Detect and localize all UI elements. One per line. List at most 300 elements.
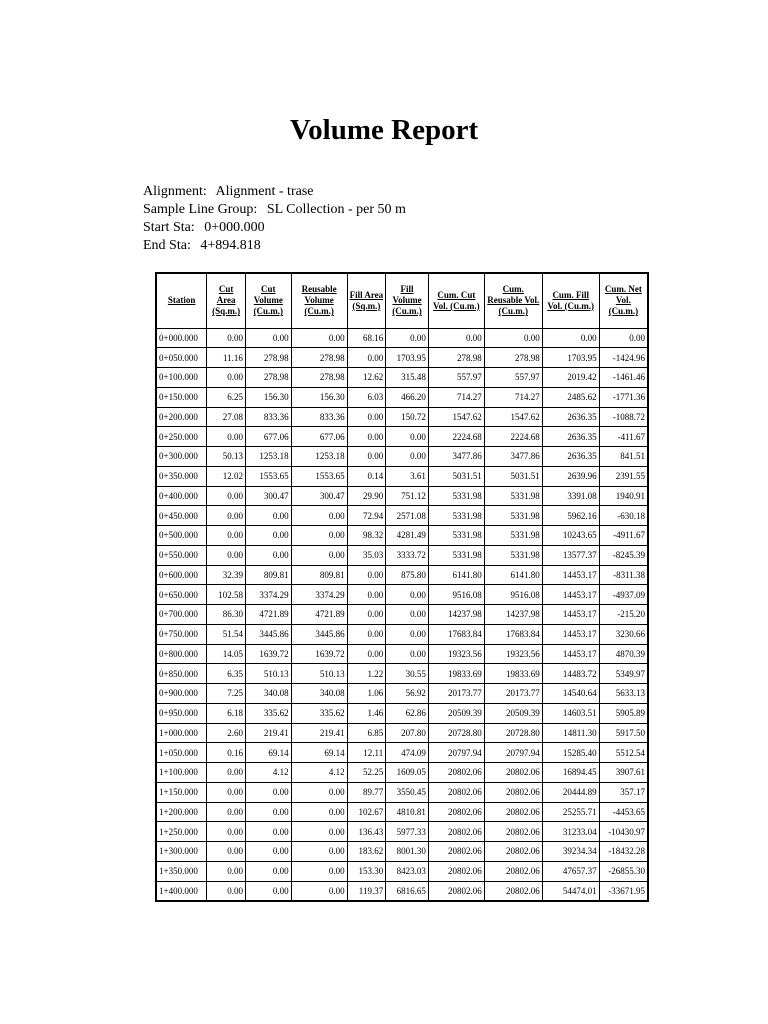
table-row <box>156 763 648 783</box>
table-cell: 156.30 <box>291 387 347 407</box>
table-cell: 0.00 <box>207 782 246 802</box>
table-cell: 15285.40 <box>542 743 599 763</box>
table-cell: 12.02 <box>207 466 246 486</box>
column-header: Reusable Volume (Cu.m.) <box>291 273 347 328</box>
table-cell: 6141.80 <box>484 565 542 585</box>
table-cell: 0.00 <box>291 328 347 348</box>
table-cell: 0.00 <box>291 842 347 862</box>
table-cell: 0.00 <box>245 842 291 862</box>
table-cell: 1703.95 <box>386 348 429 368</box>
table-row <box>156 842 648 862</box>
table-cell: -411.67 <box>599 427 648 447</box>
table-cell: 466.20 <box>386 387 429 407</box>
table-cell: 19833.69 <box>484 664 542 684</box>
alignment-label: Alignment: <box>143 184 207 199</box>
table-cell: 7.25 <box>207 684 246 704</box>
table-row <box>156 328 648 348</box>
table-cell: 14.05 <box>207 644 246 664</box>
table-cell: 340.08 <box>245 684 291 704</box>
table-cell: 0.00 <box>347 407 386 427</box>
column-header: Cut Area (Sq.m.) <box>207 273 246 328</box>
table-cell: 156.30 <box>245 387 291 407</box>
table-cell: 2019.42 <box>542 368 599 388</box>
table-cell: 5512.54 <box>599 743 648 763</box>
station-cell: 0+000.000 <box>156 328 207 348</box>
table-cell: -8311.38 <box>599 565 648 585</box>
sample-line-group-label: Sample Line Group: <box>143 202 258 217</box>
table-cell: -8245.39 <box>599 545 648 565</box>
table-cell: 0.00 <box>291 881 347 901</box>
end-sta-line <box>143 237 406 255</box>
table-cell: 207.80 <box>386 723 429 743</box>
station-cell: 1+400.000 <box>156 881 207 901</box>
station-cell: 0+500.000 <box>156 526 207 546</box>
station-cell: 0+100.000 <box>156 368 207 388</box>
station-cell: 0+150.000 <box>156 387 207 407</box>
table-cell: 335.62 <box>245 703 291 723</box>
table-cell: 17683.84 <box>428 624 484 644</box>
station-cell: 0+450.000 <box>156 506 207 526</box>
table-cell: 69.14 <box>291 743 347 763</box>
table-cell: 5331.98 <box>428 545 484 565</box>
table-cell: 62.86 <box>386 703 429 723</box>
station-cell: 0+050.000 <box>156 348 207 368</box>
table-cell: 340.08 <box>291 684 347 704</box>
table-cell: 0.00 <box>484 328 542 348</box>
table-cell: 20509.39 <box>484 703 542 723</box>
table-cell: 183.62 <box>347 842 386 862</box>
table-cell: 0.00 <box>542 328 599 348</box>
table-cell: 2224.68 <box>484 427 542 447</box>
table-cell: 0.00 <box>347 427 386 447</box>
table-cell: -1771.36 <box>599 387 648 407</box>
table-cell: 52.25 <box>347 763 386 783</box>
table-cell: -215.20 <box>599 605 648 625</box>
end-sta-value: 4+894.818 <box>200 238 261 253</box>
report-title: Volume Report <box>289 114 479 146</box>
end-sta-label: End Sta: <box>143 238 191 253</box>
table-cell: 1547.62 <box>428 407 484 427</box>
station-cell: 0+700.000 <box>156 605 207 625</box>
table-cell: 14237.98 <box>484 605 542 625</box>
table-cell: 557.97 <box>484 368 542 388</box>
column-header: Station <box>156 273 207 328</box>
table-cell: 4.12 <box>291 763 347 783</box>
table-cell: 335.62 <box>291 703 347 723</box>
table-cell: 809.81 <box>291 565 347 585</box>
table-cell: 20802.06 <box>484 861 542 881</box>
table-cell: 20802.06 <box>484 822 542 842</box>
table-cell: 20802.06 <box>484 842 542 862</box>
table-cell: 0.16 <box>207 743 246 763</box>
table-cell: 0.00 <box>207 842 246 862</box>
station-cell: 0+200.000 <box>156 407 207 427</box>
table-cell: 1639.72 <box>245 644 291 664</box>
table-cell: 1.06 <box>347 684 386 704</box>
column-header: Cum. Fill Vol. (Cu.m.) <box>542 273 599 328</box>
table-row <box>156 881 648 901</box>
table-cell: 0.00 <box>347 605 386 625</box>
table-cell: 20802.06 <box>428 861 484 881</box>
table-cell: 14453.17 <box>542 644 599 664</box>
table-cell: 1253.18 <box>291 447 347 467</box>
table-row <box>156 822 648 842</box>
table-cell: 5331.98 <box>484 545 542 565</box>
table-cell: 219.41 <box>291 723 347 743</box>
table-cell: 20802.06 <box>428 763 484 783</box>
table-cell: 0.00 <box>347 447 386 467</box>
table-cell: 19833.69 <box>428 664 484 684</box>
table-cell: 4281.49 <box>386 526 429 546</box>
table-row <box>156 664 648 684</box>
table-cell: 0.00 <box>386 585 429 605</box>
table-cell: 31233.04 <box>542 822 599 842</box>
table-row <box>156 585 648 605</box>
table-cell: 6.18 <box>207 703 246 723</box>
table-cell: 300.47 <box>245 486 291 506</box>
table-cell: 0.00 <box>386 328 429 348</box>
table-cell: 278.98 <box>245 348 291 368</box>
table-body <box>156 328 648 901</box>
table-cell: 14237.98 <box>428 605 484 625</box>
table-cell: 25255.71 <box>542 802 599 822</box>
station-cell: 1+000.000 <box>156 723 207 743</box>
table-cell: 5905.89 <box>599 703 648 723</box>
table-cell: 14453.17 <box>542 565 599 585</box>
table-cell: 2571.08 <box>386 506 429 526</box>
table-cell: 1703.95 <box>542 348 599 368</box>
column-header: Cum. Net Vol. (Cu.m.) <box>599 273 648 328</box>
table-cell: 20797.94 <box>428 743 484 763</box>
table-cell: 833.36 <box>291 407 347 427</box>
table-cell: 150.72 <box>386 407 429 427</box>
table-row <box>156 526 648 546</box>
station-cell: 1+250.000 <box>156 822 207 842</box>
station-cell: 0+850.000 <box>156 664 207 684</box>
station-cell: 0+550.000 <box>156 545 207 565</box>
table-cell: 278.98 <box>291 368 347 388</box>
table-cell: 5031.51 <box>484 466 542 486</box>
table-cell: 510.13 <box>291 664 347 684</box>
table-cell: 69.14 <box>245 743 291 763</box>
table-cell: 0.00 <box>207 802 246 822</box>
table-cell: -1424.96 <box>599 348 648 368</box>
table-cell: 35.03 <box>347 545 386 565</box>
table-cell: 16894.45 <box>542 763 599 783</box>
table-cell: 2224.68 <box>428 427 484 447</box>
table-cell: 4721.89 <box>291 605 347 625</box>
table-row <box>156 802 648 822</box>
table-cell: 1609.05 <box>386 763 429 783</box>
table-cell: 20173.77 <box>484 684 542 704</box>
table-cell: -4453.65 <box>599 802 648 822</box>
table-cell: 2636.35 <box>542 447 599 467</box>
table-cell: 5977.33 <box>386 822 429 842</box>
table-cell: 0.00 <box>207 506 246 526</box>
table-cell: 20802.06 <box>428 782 484 802</box>
table-cell: 0.00 <box>386 605 429 625</box>
table-cell: 14453.17 <box>542 624 599 644</box>
table-cell: 3333.72 <box>386 545 429 565</box>
station-cell: 0+350.000 <box>156 466 207 486</box>
table-cell: 0.00 <box>245 545 291 565</box>
table-cell: 1639.72 <box>291 644 347 664</box>
table-cell: 13577.37 <box>542 545 599 565</box>
table-cell: 68.16 <box>347 328 386 348</box>
table-cell: 20728.80 <box>428 723 484 743</box>
column-header: Cum. Reusable Vol. (Cu.m.) <box>484 273 542 328</box>
alignment-value: Alignment - trase <box>215 184 314 199</box>
table-cell: 0.00 <box>291 861 347 881</box>
table-cell: 17683.84 <box>484 624 542 644</box>
table-cell: 0.00 <box>291 545 347 565</box>
table-cell: 20802.06 <box>428 822 484 842</box>
table-cell: 5031.51 <box>428 466 484 486</box>
table-cell: 0.00 <box>207 763 246 783</box>
table-cell: 2391.55 <box>599 466 648 486</box>
table-cell: 8001.30 <box>386 842 429 862</box>
station-cell: 0+750.000 <box>156 624 207 644</box>
station-cell: 1+050.000 <box>156 743 207 763</box>
table-cell: 11.16 <box>207 348 246 368</box>
table-cell: 20509.39 <box>428 703 484 723</box>
table-cell: 20802.06 <box>484 782 542 802</box>
table-cell: 3550.45 <box>386 782 429 802</box>
table-cell: 474.09 <box>386 743 429 763</box>
table-cell: 1553.65 <box>291 466 347 486</box>
table-cell: 14453.17 <box>542 585 599 605</box>
table-cell: 278.98 <box>245 368 291 388</box>
table-cell: -18432.28 <box>599 842 648 862</box>
table-cell: 357.17 <box>599 782 648 802</box>
table-cell: 9516.08 <box>484 585 542 605</box>
table-cell: 47657.37 <box>542 861 599 881</box>
table-row <box>156 486 648 506</box>
alignment-line <box>143 183 406 201</box>
table-cell: 86.30 <box>207 605 246 625</box>
table-cell: 0.00 <box>386 427 429 447</box>
table-cell: 1553.65 <box>245 466 291 486</box>
table-cell: 0.00 <box>245 782 291 802</box>
table-cell: 0.00 <box>386 447 429 467</box>
table-cell: 1940.91 <box>599 486 648 506</box>
table-cell: 9516.08 <box>428 585 484 605</box>
table-cell: 6.35 <box>207 664 246 684</box>
table-cell: 3374.29 <box>245 585 291 605</box>
table-row <box>156 723 648 743</box>
table-row <box>156 684 648 704</box>
table-cell: 5331.98 <box>428 486 484 506</box>
table-cell: 2636.35 <box>542 407 599 427</box>
table-cell: 0.00 <box>291 526 347 546</box>
table-cell: 54474.01 <box>542 881 599 901</box>
sample-line-group-value: SL Collection - per 50 m <box>266 202 406 217</box>
table-cell: 0.00 <box>386 624 429 644</box>
table-cell: 102.67 <box>347 802 386 822</box>
station-cell: 0+600.000 <box>156 565 207 585</box>
table-cell: 557.97 <box>428 368 484 388</box>
table-cell: -33671.95 <box>599 881 648 901</box>
table-cell: 0.00 <box>245 861 291 881</box>
table-row <box>156 506 648 526</box>
table-cell: -1461.46 <box>599 368 648 388</box>
table-cell: 510.13 <box>245 664 291 684</box>
report-metadata <box>143 183 406 255</box>
table-cell: 136.43 <box>347 822 386 842</box>
table-row <box>156 605 648 625</box>
table-cell: 3907.61 <box>599 763 648 783</box>
station-cell: 1+300.000 <box>156 842 207 862</box>
table-cell: 3477.86 <box>428 447 484 467</box>
table-cell: 8423.03 <box>386 861 429 881</box>
table-cell: 0.00 <box>291 782 347 802</box>
table-cell: 3230.66 <box>599 624 648 644</box>
table-cell: 0.00 <box>245 802 291 822</box>
table-cell: 153.30 <box>347 861 386 881</box>
table-cell: -4911.67 <box>599 526 648 546</box>
table-cell: 29.90 <box>347 486 386 506</box>
table-cell: 10243.65 <box>542 526 599 546</box>
table-row <box>156 703 648 723</box>
table-row <box>156 368 648 388</box>
table-cell: -26855.30 <box>599 861 648 881</box>
station-cell: 0+650.000 <box>156 585 207 605</box>
table-cell: 20173.77 <box>428 684 484 704</box>
table-cell: 5331.98 <box>428 506 484 526</box>
table-cell: 714.27 <box>428 387 484 407</box>
table-cell: 278.98 <box>291 348 347 368</box>
table-cell: 0.14 <box>347 466 386 486</box>
station-cell: 1+100.000 <box>156 763 207 783</box>
table-cell: 0.00 <box>245 328 291 348</box>
table-cell: 0.00 <box>207 545 246 565</box>
table-cell: 5962.16 <box>542 506 599 526</box>
table-cell: 72.94 <box>347 506 386 526</box>
volume-table <box>155 272 649 902</box>
table-row <box>156 782 648 802</box>
table-cell: 751.12 <box>386 486 429 506</box>
table-cell: 2485.62 <box>542 387 599 407</box>
table-cell: 0.00 <box>207 526 246 546</box>
table-cell: 2.60 <box>207 723 246 743</box>
table-cell: 3445.86 <box>245 624 291 644</box>
column-header: Fill Area (Sq.m.) <box>347 273 386 328</box>
table-row <box>156 861 648 881</box>
table-cell: 0.00 <box>347 585 386 605</box>
table-cell: 30.55 <box>386 664 429 684</box>
table-cell: 0.00 <box>207 861 246 881</box>
table-cell: 300.47 <box>291 486 347 506</box>
table-row <box>156 407 648 427</box>
station-cell: 1+350.000 <box>156 861 207 881</box>
table-row <box>156 387 648 407</box>
table-cell: 4721.89 <box>245 605 291 625</box>
table-cell: 841.51 <box>599 447 648 467</box>
table-cell: 27.08 <box>207 407 246 427</box>
table-cell: 2639.96 <box>542 466 599 486</box>
table-cell: 0.00 <box>347 565 386 585</box>
table-row <box>156 624 648 644</box>
table-cell: 6.85 <box>347 723 386 743</box>
table-cell: 0.00 <box>207 486 246 506</box>
table-cell: 1.46 <box>347 703 386 723</box>
table-cell: 5331.98 <box>484 526 542 546</box>
table-cell: 14483.72 <box>542 664 599 684</box>
table-cell: 119.37 <box>347 881 386 901</box>
table-cell: 0.00 <box>245 881 291 901</box>
table-cell: 19323.56 <box>484 644 542 664</box>
table-cell: 14603.51 <box>542 703 599 723</box>
table-cell: 14453.17 <box>542 605 599 625</box>
station-cell: 0+400.000 <box>156 486 207 506</box>
table-cell: 3374.29 <box>291 585 347 605</box>
table-cell: 1.22 <box>347 664 386 684</box>
table-cell: 3391.08 <box>542 486 599 506</box>
start-sta-label: Start Sta: <box>143 220 195 235</box>
station-cell: 0+900.000 <box>156 684 207 704</box>
table-cell: -630.18 <box>599 506 648 526</box>
table-cell: 20728.80 <box>484 723 542 743</box>
table-cell: 0.00 <box>207 822 246 842</box>
table-cell: 0.00 <box>291 802 347 822</box>
table-cell: 1253.18 <box>245 447 291 467</box>
table-cell: 677.06 <box>291 427 347 447</box>
table-cell: 0.00 <box>291 506 347 526</box>
table-row <box>156 545 648 565</box>
table-cell: 6.25 <box>207 387 246 407</box>
table-cell: 0.00 <box>347 644 386 664</box>
start-sta-line <box>143 219 406 237</box>
table-cell: 278.98 <box>428 348 484 368</box>
table-row <box>156 427 648 447</box>
table-cell: 89.77 <box>347 782 386 802</box>
table-row <box>156 348 648 368</box>
table-row <box>156 565 648 585</box>
table-cell: 3477.86 <box>484 447 542 467</box>
table-cell: -1088.72 <box>599 407 648 427</box>
table-cell: 51.54 <box>207 624 246 644</box>
table-cell: 3.61 <box>386 466 429 486</box>
table-row <box>156 466 648 486</box>
table-cell: 98.32 <box>347 526 386 546</box>
start-sta-value: 0+000.000 <box>204 220 265 235</box>
table-cell: -4937.09 <box>599 585 648 605</box>
table-cell: 6141.80 <box>428 565 484 585</box>
station-cell: 0+950.000 <box>156 703 207 723</box>
table-cell: 20444.89 <box>542 782 599 802</box>
table-cell: 0.00 <box>428 328 484 348</box>
table-cell: 19323.56 <box>428 644 484 664</box>
table-cell: 32.39 <box>207 565 246 585</box>
table-row <box>156 644 648 664</box>
table-cell: 56.92 <box>386 684 429 704</box>
table-cell: 0.00 <box>347 348 386 368</box>
table-header-row <box>156 273 648 328</box>
table-cell: 0.00 <box>347 624 386 644</box>
table-cell: 0.00 <box>386 644 429 664</box>
table-cell: 714.27 <box>484 387 542 407</box>
table-cell: 4870.39 <box>599 644 648 664</box>
table-cell: 6816.65 <box>386 881 429 901</box>
table-cell: 14811.30 <box>542 723 599 743</box>
table-cell: 0.00 <box>207 427 246 447</box>
table-cell: 875.80 <box>386 565 429 585</box>
station-cell: 0+250.000 <box>156 427 207 447</box>
table-row <box>156 743 648 763</box>
table-cell: 2636.35 <box>542 427 599 447</box>
table-cell: 5331.98 <box>428 526 484 546</box>
table-cell: 5331.98 <box>484 486 542 506</box>
